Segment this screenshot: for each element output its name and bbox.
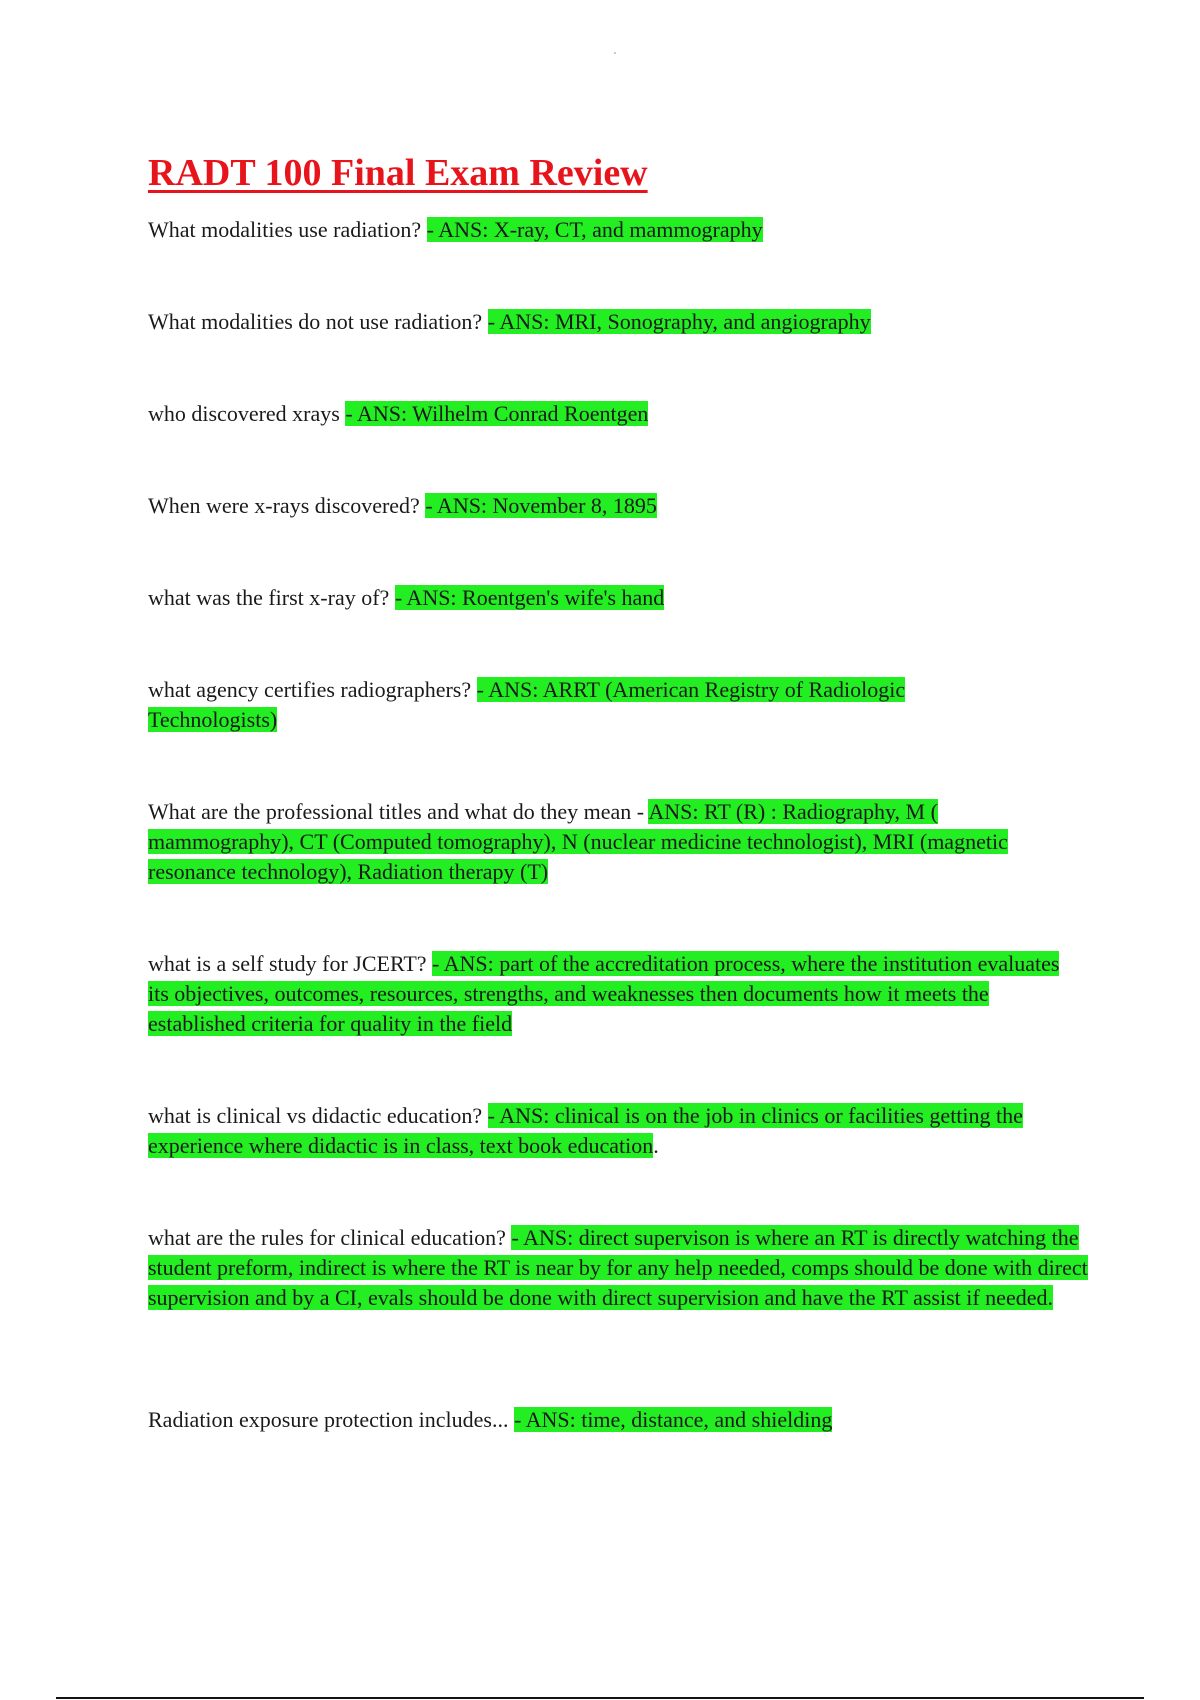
qa-item-11 xyxy=(148,1405,1088,1435)
answer-highlight: - ANS: Wilhelm Conrad Roentgen xyxy=(345,401,649,426)
question-text: What modalities do not use radiation? xyxy=(148,309,483,334)
qa-item-6 xyxy=(148,675,988,735)
answer-highlight: - ANS: clinical is on the job in clinics or facilities getting the experience where didactic is in class, text book education xyxy=(148,1103,1023,1158)
qa-item-2 xyxy=(148,307,1048,337)
answer-highlight: - ANS: direct supervison is where an RT is directly watching the student preform, indirect is where the RT is near by for any help needed, comps should be done with direct supervision and by a CI, evals should be done with direct supervision and have the RT assist if needed. xyxy=(148,1225,1088,1310)
question-text: who discovered xrays xyxy=(148,401,340,426)
document-title: RADT 100 Final Exam Review xyxy=(148,152,648,194)
answer-highlight: ANS: RT (R) : Radiography, M ( mammography), CT (Computed tomography), N (nuclear medicine technologist), MRI (magnetic resonance technology), Radiation therapy (T) xyxy=(148,799,1008,884)
question-text: Radiation exposure protection includes... xyxy=(148,1407,509,1432)
qa-item-9 xyxy=(148,1101,1078,1161)
answer-highlight: - ANS: time, distance, and shielding xyxy=(513,1407,833,1432)
footer-rule xyxy=(56,1697,1144,1699)
question-text: When were x-rays discovered? xyxy=(148,493,420,518)
question-text: What modalities use radiation? xyxy=(148,217,422,242)
qa-item-8 xyxy=(148,949,1078,1039)
answer-highlight: - ANS: MRI, Sonography, and angiography xyxy=(487,309,871,334)
question-text: What are the professional titles and what do they mean - xyxy=(148,799,645,824)
question-text: what is a self study for JCERT? xyxy=(148,951,427,976)
question-text: what agency certifies radiographers? xyxy=(148,677,472,702)
answer-highlight: - ANS: X-ray, CT, and mammography xyxy=(426,217,763,242)
qa-item-10 xyxy=(148,1223,1088,1313)
trailing-punctuation: . xyxy=(653,1133,659,1158)
answer-highlight: - ANS: part of the accreditation process, where the institution evaluates its objectives, outcomes, resources, strengths, and weaknesses then documents how it meets the established criteria for quality in the field xyxy=(148,951,1060,1036)
question-text: what are the rules for clinical education? xyxy=(148,1225,506,1250)
qa-item-7 xyxy=(148,797,1028,887)
question-text: what was the first x-ray of? xyxy=(148,585,390,610)
qa-item-1 xyxy=(148,215,1048,245)
qa-item-3 xyxy=(148,399,1048,429)
scan-speck xyxy=(614,52,616,54)
answer-highlight: - ANS: November 8, 1895 xyxy=(425,493,657,518)
answer-highlight: - ANS: ARRT (American Registry of Radiologic Technologists) xyxy=(148,677,906,732)
question-text: what is clinical vs didactic education? xyxy=(148,1103,483,1128)
qa-item-4 xyxy=(148,491,1048,521)
qa-item-5 xyxy=(148,583,1048,613)
answer-highlight: - ANS: Roentgen's wife's hand xyxy=(394,585,665,610)
